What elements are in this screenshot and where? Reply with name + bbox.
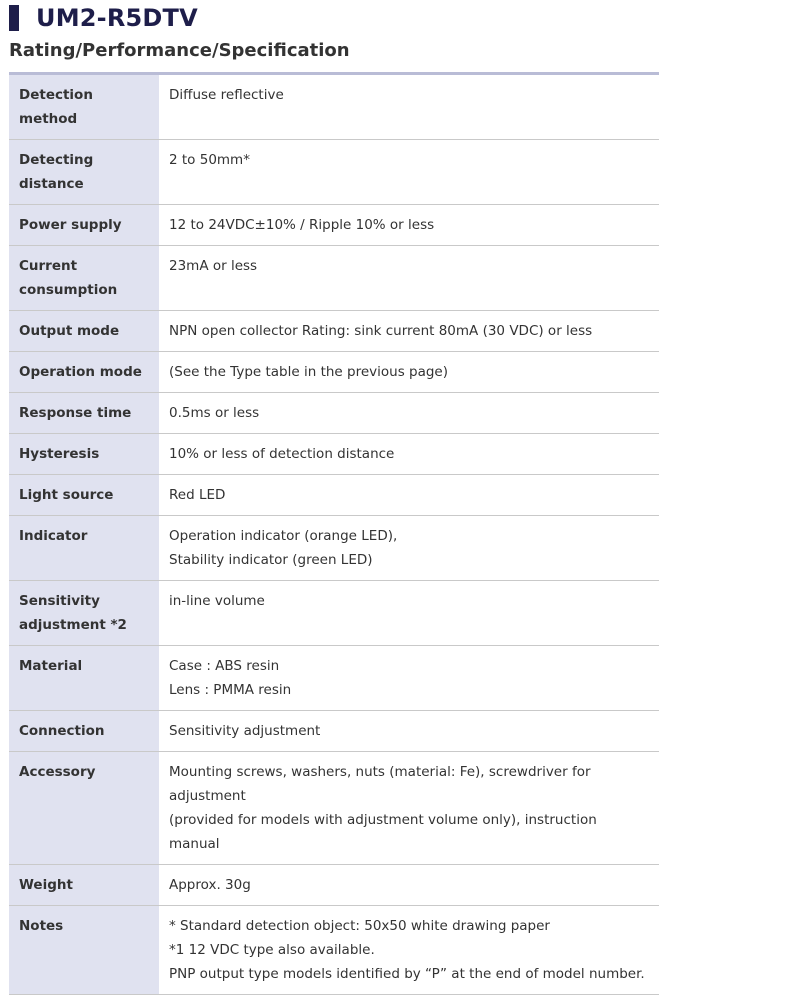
- spec-label: Connection: [9, 711, 159, 752]
- table-row: [9, 352, 659, 393]
- spec-value-line: 10% or less of detection distance: [169, 446, 395, 462]
- spec-value-line: Sensitivity adjustment: [169, 723, 321, 739]
- spec-value: [159, 434, 659, 475]
- spec-value-line: 12 to 24VDC±10% / Ripple 10% or less: [169, 217, 435, 233]
- table-row: [9, 434, 659, 475]
- spec-label: Notes: [9, 906, 159, 995]
- spec-value-line: (provided for models with adjustment volume only), instruction manual: [169, 812, 597, 852]
- spec-value: [159, 475, 659, 516]
- spec-value-line: Case : ABS resin: [169, 658, 280, 674]
- spec-label: Hysteresis: [9, 434, 159, 475]
- spec-value: [159, 906, 659, 995]
- table-row: [9, 205, 659, 246]
- table-row: [9, 581, 659, 646]
- table-row: [9, 516, 659, 581]
- spec-value: [159, 311, 659, 352]
- page-title: UM2-R5DTV: [36, 4, 198, 32]
- spec-value-line: Operation indicator (orange LED),: [169, 528, 398, 544]
- spec-value: [159, 581, 659, 646]
- spec-label: Sensitivity adjustment *2: [9, 581, 159, 646]
- spec-value-line: Approx. 30g: [169, 877, 251, 893]
- spec-value: [159, 74, 659, 140]
- spec-value-line: PNP output type models identified by “P” at the end of model number.: [169, 966, 645, 982]
- spec-value: [159, 140, 659, 205]
- spec-value-line: 0.5ms or less: [169, 405, 260, 421]
- spec-label: Current consumption: [9, 246, 159, 311]
- table-row: [9, 393, 659, 434]
- spec-value-line: 2 to 50mm*: [169, 152, 250, 168]
- table-row: [9, 475, 659, 516]
- table-row: [9, 906, 659, 995]
- spec-label: Accessory: [9, 752, 159, 865]
- spec-label: Power supply: [9, 205, 159, 246]
- spec-label: Operation mode: [9, 352, 159, 393]
- table-row: [9, 246, 659, 311]
- table-row: [9, 311, 659, 352]
- spec-value: [159, 865, 659, 906]
- title-marker: [9, 5, 19, 31]
- spec-value-line: Red LED: [169, 487, 226, 503]
- table-row: [9, 74, 659, 140]
- table-row: [9, 752, 659, 865]
- section-title: Rating/Performance/Specification: [9, 40, 350, 61]
- spec-label: Response time: [9, 393, 159, 434]
- table-row: [9, 140, 659, 205]
- spec-value: [159, 246, 659, 311]
- spec-value: [159, 711, 659, 752]
- spec-value-line: in-line volume: [169, 593, 265, 609]
- table-row: [9, 865, 659, 906]
- spec-value: [159, 393, 659, 434]
- spec-value: [159, 646, 659, 711]
- spec-label: Detecting distance: [9, 140, 159, 205]
- spec-value-line: * Standard detection object: 50x50 white drawing paper: [169, 918, 550, 934]
- page-header: [9, 4, 198, 32]
- spec-value-line: 23mA or less: [169, 258, 258, 274]
- spec-value-line: Lens : PMMA resin: [169, 682, 292, 698]
- spec-value-line: Mounting screws, washers, nuts (material: Fe), screwdriver for adjustment: [169, 764, 591, 804]
- spec-label: Output mode: [9, 311, 159, 352]
- spec-value-line: Diffuse reflective: [169, 87, 284, 103]
- spec-value-line: (See the Type table in the previous page): [169, 364, 449, 380]
- spec-value-line: NPN open collector Rating: sink current 80mA (30 VDC) or less: [169, 323, 593, 339]
- spec-label: Weight: [9, 865, 159, 906]
- table-row: [9, 711, 659, 752]
- spec-value-line: *1 12 VDC type also available.: [169, 942, 375, 958]
- spec-label: Light source: [9, 475, 159, 516]
- spec-table: [9, 72, 659, 995]
- spec-value-line: Stability indicator (green LED): [169, 552, 373, 568]
- spec-value: [159, 205, 659, 246]
- spec-table-body: [9, 74, 659, 995]
- spec-value: [159, 752, 659, 865]
- spec-label: Indicator: [9, 516, 159, 581]
- spec-value: [159, 352, 659, 393]
- spec-value: [159, 516, 659, 581]
- spec-label: Detection method: [9, 74, 159, 140]
- spec-label: Material: [9, 646, 159, 711]
- table-row: [9, 646, 659, 711]
